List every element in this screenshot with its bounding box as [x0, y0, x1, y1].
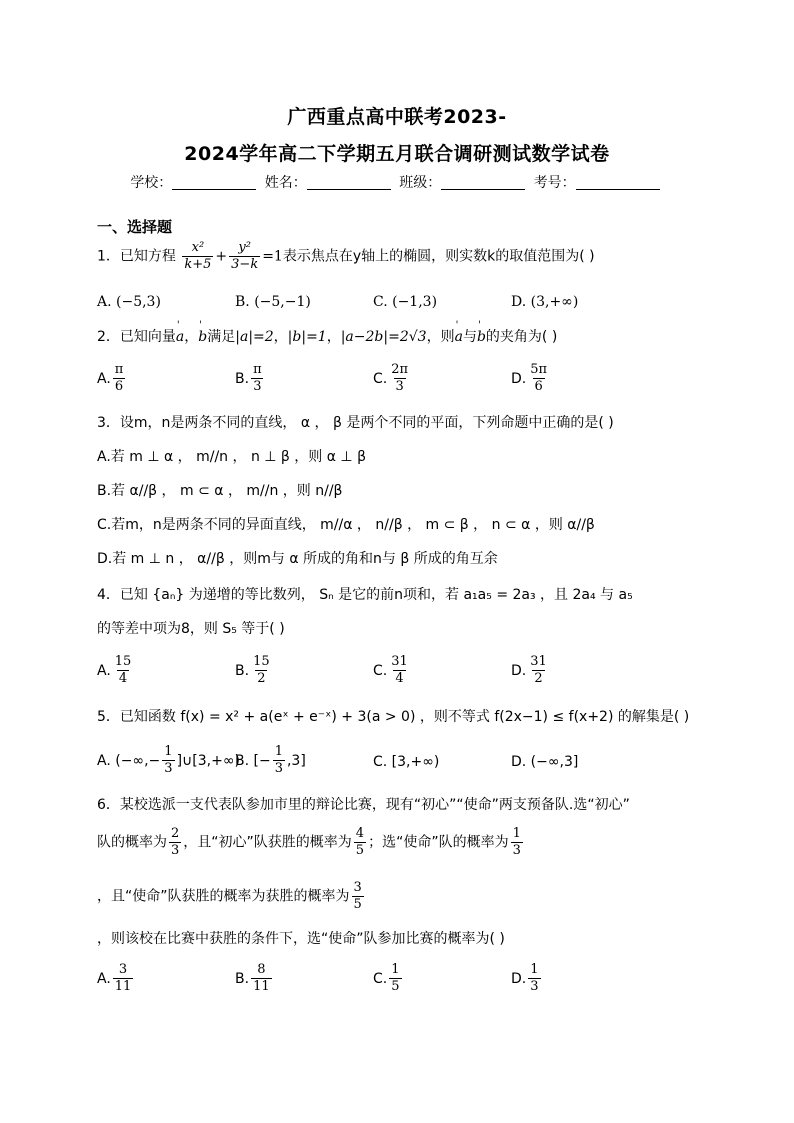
q2-option-b[interactable]: B. $\frac{\pi}{3}$ [235, 362, 262, 394]
q6-option-b[interactable]: B. $\frac{8}{11}$ [235, 962, 270, 994]
q1-option-c[interactable]: C. (−1,3) [373, 294, 438, 310]
name-label: 姓名： [264, 175, 307, 191]
q5-option-a[interactable]: A. (−∞,− $\frac{1}{3}$ ]∪[3,+∞) [97, 744, 240, 776]
class-blank[interactable] [441, 175, 525, 190]
question-6-line4: ，则该校在比赛中获胜的条件下，选“使命”队参加比赛的概率为( ) [97, 931, 505, 947]
exam-number-label: 考号： [533, 175, 576, 191]
student-info-row [0, 172, 794, 192]
page-title-line1: 广西重点高中联考2023- [287, 106, 507, 128]
q5-option-c[interactable]: C. [3,+∞) [373, 754, 440, 770]
q6-option-c[interactable]: C. $\frac{1}{5}$ [373, 962, 400, 994]
q2-option-a[interactable]: A. $\frac{\pi}{6}$ [97, 362, 124, 394]
q1-option-a[interactable]: A. (−5,3) [97, 294, 161, 310]
q5-option-d[interactable]: D. (−∞,3] [511, 754, 579, 770]
school-blank[interactable] [172, 175, 256, 190]
q1-option-d[interactable]: D. (3,+∞) [511, 294, 579, 310]
q1-fraction-y: $\frac{\text{y²}}{3-k}$ [231, 240, 259, 272]
question-6-line2: 队的概率为 $\frac{2}{3}$ ，且“初心”队获胜的概率为 $\frac{4}{5}$ ；选“使命”队的概率为 $\frac{1}{3}$ [97, 826, 521, 858]
class-label: 班级： [399, 175, 442, 191]
question-6-line3: ，且“使命”队获胜的概率为获胜的概率为 $\frac{3}{5}$ [97, 880, 362, 912]
question-4-line1: 4．已知 {aₙ} 为递增的等比数列， Sₙ 是它的前n项和，若 a₁a₅ = 2a₃ ，且 2a₄ 与 a₅ [97, 587, 633, 603]
q3-option-b[interactable]: B.若 α//β ， m ⊂ α ， m//n ，则 n//β [97, 483, 343, 499]
q5-option-b[interactable]: B. [− $\frac{1}{3}$ ,3] [235, 744, 306, 776]
section-heading: 一、选择题 [97, 218, 173, 236]
q2-option-c[interactable]: C. $\frac{2\pi}{3}$ [373, 362, 409, 394]
exam-number-blank[interactable] [576, 175, 660, 190]
q4-option-d[interactable]: D. $\frac{31}{2}$ [511, 654, 547, 686]
q3-option-d[interactable]: D.若 m ⊥ n ， α//β ，则m与 α 所成的角和n与 β 所成的角互余 [97, 551, 498, 567]
q3-option-a[interactable]: A.若 m ⊥ α ， m//n ， n ⊥ β ，则 α ⊥ β [97, 449, 367, 465]
name-blank[interactable] [307, 175, 391, 190]
q6-option-a[interactable]: A. $\frac{3}{11}$ [97, 962, 132, 994]
page-title-line2: 2024学年高二下学期五月联合调研测试数学试卷 [184, 143, 610, 165]
q6-option-d[interactable]: D. $\frac{1}{3}$ [511, 962, 539, 994]
question-3-stem: 3．设m，n是两条不同的直线， α ， β 是两个不同的平面，下列命题中正确的是( ) [97, 415, 614, 431]
q1-option-b[interactable]: B. (−5,−1) [235, 294, 311, 310]
q4-option-c[interactable]: C. $\frac{31}{4}$ [373, 654, 408, 686]
question-6-line1: 6．某校选派一支代表队参加市里的辩论比赛，现有“初心”“使命”两支预备队.选“初心” [97, 797, 630, 813]
q1-fraction-x: $\frac{\text{x²}}{k+5}$ [184, 240, 212, 272]
question-1-stem: 1．已知方程 $\frac{\text{x²}}{k+5}$ + $\frac{\text{y²}}{3-k}$ =1表示焦点在y轴上的椭圆，则实数k的取值范围为( ) [97, 240, 595, 272]
question-5-stem: 5．已知函数 f(x) = x² + a(eˣ + e⁻ˣ) + 3(a > 0) ，则不等式 f(2x−1) ≤ f(x+2) 的解集是( ) [97, 709, 690, 725]
q2-option-d[interactable]: D. $\frac{5\pi}{6}$ [511, 362, 548, 394]
q4-option-b[interactable]: B. $\frac{15}{2}$ [235, 654, 270, 686]
q3-option-c[interactable]: C.若m，n是两条不同的异面直线， m//α ， n//β ， m ⊂ β ， n ⊂ α ，则 α//β [97, 517, 595, 533]
question-2-stem: 2．已知向量' a，' b满足|a|=2，|b|=1，|a−2b|=2√3，则' a与' b的夹角为( ) [97, 326, 557, 346]
question-4-line2: 的等差中项为8，则 S₅ 等于( ) [97, 621, 285, 637]
q4-option-a[interactable]: A. $\frac{15}{4}$ [97, 654, 132, 686]
school-label: 学校： [130, 175, 173, 191]
